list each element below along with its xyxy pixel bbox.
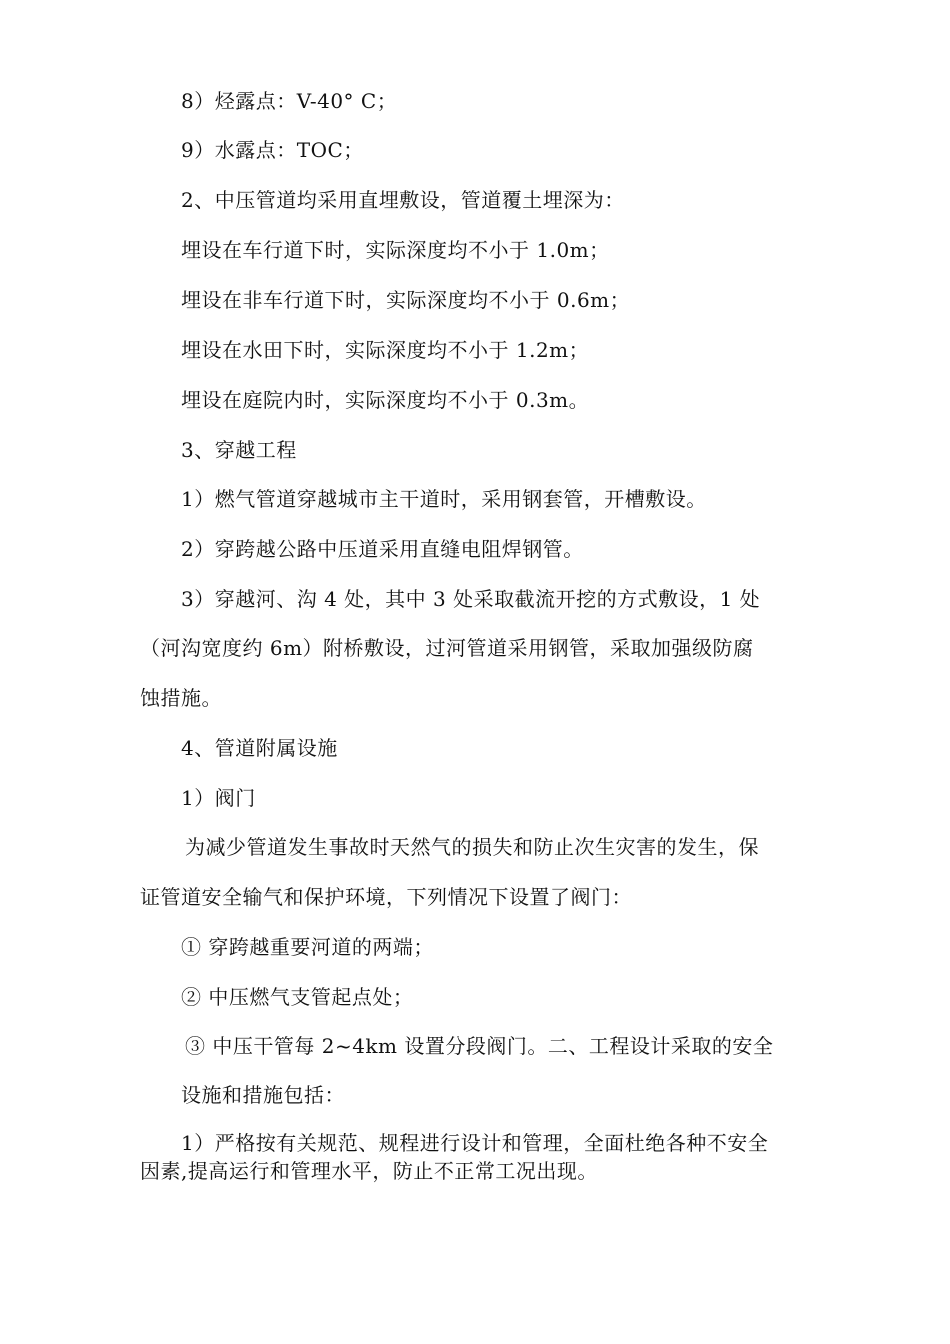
section-heading-facilities: 4、管道附属设施 xyxy=(181,736,338,760)
text-line-safety-1b: 因素,提高运行和管理水平，防止不正常工况出现。 xyxy=(140,1159,598,1183)
section-heading-crossing: 3、穿越工程 xyxy=(181,438,297,462)
text-line-burial-paddy: 埋设在水田下时，实际深度均不小于 1.2m； xyxy=(181,338,590,362)
text-line-burial-non-roadway: 埋设在非车行道下时，实际深度均不小于 0.6m； xyxy=(181,288,631,312)
text-line-crossing-3a: 3）穿越河、沟 4 处，其中 3 处采取截流开挖的方式敷设，1 处 xyxy=(181,587,761,611)
list-item-valve-2: ② 中压燃气支管起点处； xyxy=(181,985,414,1009)
list-item-valve-1: ① 穿跨越重要河道的两端； xyxy=(181,935,434,959)
text-line-safety-1a: 1）严格按有关规范、规程进行设计和管理，全面杜绝各种不安全 xyxy=(181,1131,769,1155)
text-line-burial-roadway: 埋设在车行道下时，实际深度均不小于 1.0m； xyxy=(181,238,610,262)
subheading-valves: 1）阀门 xyxy=(181,786,256,810)
text-line-crossing-3c: 蚀措施。 xyxy=(140,686,222,710)
text-line-valves-para-a: 为减少管道发生事故时天然气的损失和防止次生灾害的发生，保 xyxy=(185,835,759,859)
text-line-burial-heading: 2、中压管道均采用直埋敷设，管道覆土埋深为： xyxy=(181,188,625,212)
text-line-crossing-1: 1）燃气管道穿越城市主干道时，采用钢套管，开槽敷设。 xyxy=(181,487,707,511)
list-item-valve-3: ③ 中压干管每 2~4km 设置分段阀门。二、工程设计采取的安全 xyxy=(185,1034,774,1058)
text-line-hydrocarbon-dew-point: 8）烃露点：V-40° C； xyxy=(181,89,398,113)
text-line-crossing-2: 2）穿跨越公路中压道采用直缝电阻焊钢管。 xyxy=(181,537,584,561)
text-line-burial-courtyard: 埋设在庭院内时，实际深度均不小于 0.3m。 xyxy=(181,388,590,412)
text-line-safety-heading: 设施和措施包括： xyxy=(181,1083,345,1107)
text-line-water-dew-point: 9）水露点：TOC； xyxy=(181,138,364,162)
text-line-valves-para-b: 证管道安全输气和保护环境，下列情况下设置了阀门： xyxy=(140,885,632,909)
text-line-crossing-3b: （河沟宽度约 6m）附桥敷设，过河管道采用钢管，采取加强级防腐 xyxy=(140,636,754,660)
